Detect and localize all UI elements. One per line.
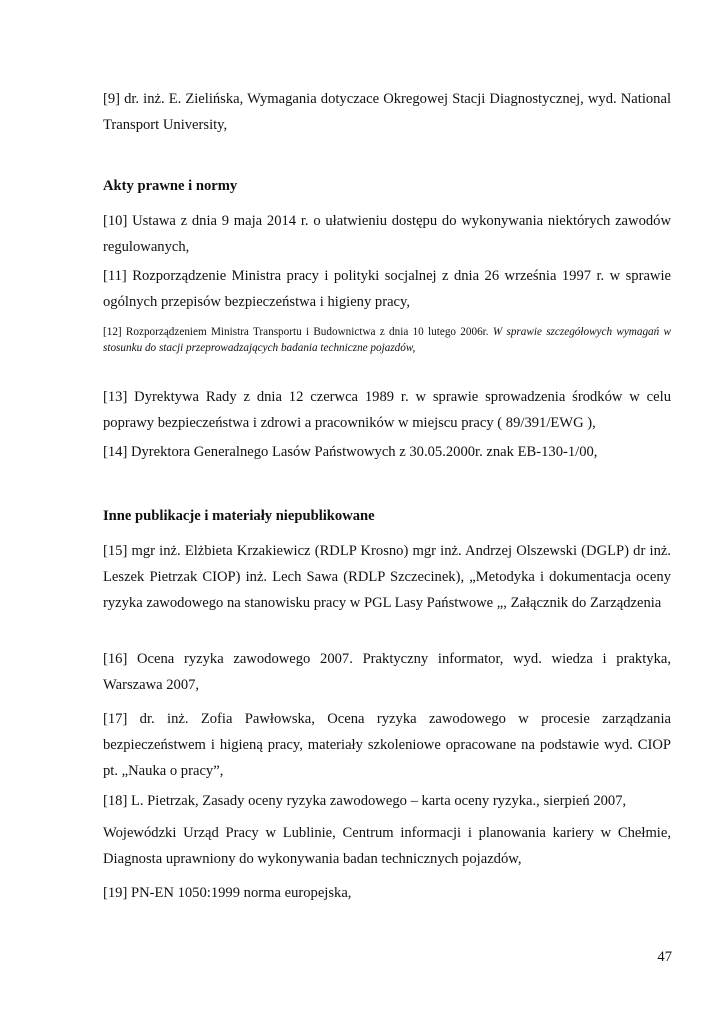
reference-18-continuation: Wojewódzki Urząd Pracy w Lublinie, Centrum informacji i planowania kariery w Chełmie, Diagnosta uprawniony do wykonywania badan technicznych pojazdów, — [103, 825, 671, 867]
reference-13: [13] Dyrektywa Rady z dnia 12 czerwca 1989 r. w sprawie sprowadzenia środków w celu poprawy bezpieczeństwa i zdrowi a pracowników w miejscu pracy ( 89/391/EWG ), — [103, 389, 671, 431]
reference-10: [10] Ustawa z dnia 9 maja 2014 r. o ułatwieniu dostępu do wykonywania niektórych zawodów regulowanych, — [103, 213, 671, 255]
reference-16: [16] Ocena ryzyka zawodowego 2007. Praktyczny informator, wyd. wiedza i praktyka, Warszawa 2007, — [103, 651, 671, 693]
section-heading-other-publications: Inne publikacje i materiały niepublikowane — [103, 508, 375, 524]
reference-12 — [103, 324, 671, 356]
reference-11: [11] Rozporządzenie Ministra pracy i polityki socjalnej z dnia 26 września 1997 r. w sprawie ogólnych przepisów bezpieczeństwa i higieny pracy, — [103, 268, 671, 310]
page-number: 47 — [657, 949, 672, 965]
reference-15: [15] mgr inż. Elżbieta Krzakiewicz (RDLP Krosno) mgr inż. Andrzej Olszewski (DGLP) dr inż. Leszek Pietrzak CIOP) inż. Lech Sawa (RDLP Szczecinek), „Metodyka i dokumentacja oceny ryzyka zawodowego na stanowisku pracy w PGL Lasy Państwowe „, Załącznik do Zarządzenia — [103, 543, 671, 611]
reference-14: [14] Dyrektora Generalnego Lasów Państwowych z 30.05.2000r. znak EB-130-1/00, — [103, 444, 598, 460]
reference-12-title: [12] Rozporządzeniem Ministra Transportu i Budownictwa z dnia 10 lutego 2006r. — [103, 326, 493, 338]
reference-9: [9] dr. inż. E. Zielińska, Wymagania dotyczace Okregowej Stacji Diagnostycznej, wyd. National Transport University, — [103, 91, 671, 133]
reference-19: [19] PN-EN 1050:1999 norma europejska, — [103, 885, 352, 901]
reference-18: [18] L. Pietrzak, Zasady oceny ryzyka zawodowego – karta oceny ryzyka., sierpień 2007, — [103, 793, 627, 809]
reference-17: [17] dr. inż. Zofia Pawłowska, Ocena ryzyka zawodowego w procesie zarządzania bezpieczeństwem i higieną pracy, materiały szkoleniowe opracowane na podstawie wyd. CIOP pt. „Nauka o pracy”, — [103, 711, 671, 779]
reference-12-italic: W sprawie szczegółowych wymagań w stosunku do stacji przeprowadzających badania techniczne pojazdów, — [103, 326, 671, 354]
section-heading-legal-acts: Akty prawne i normy — [103, 178, 238, 194]
